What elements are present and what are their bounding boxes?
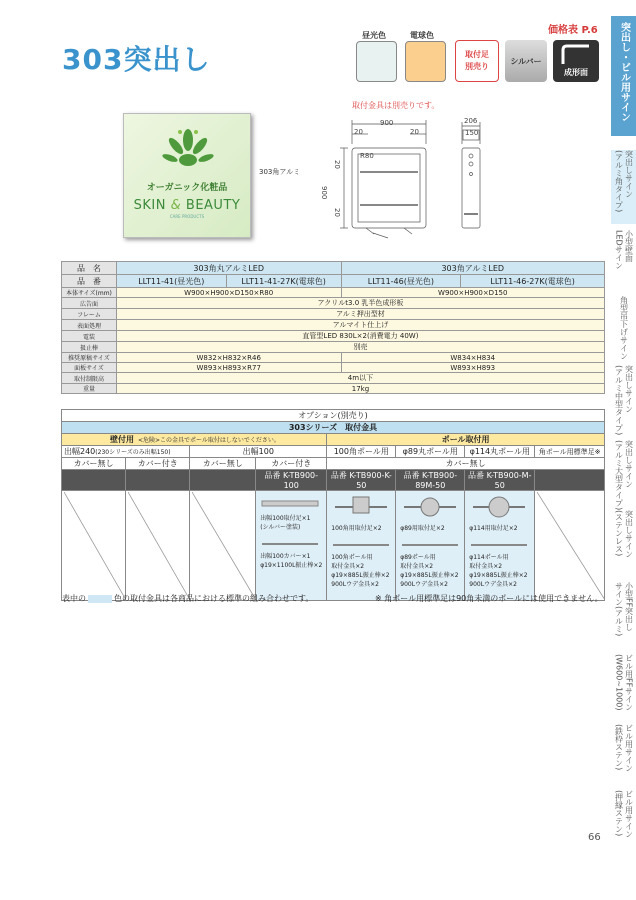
spec-code: LLT11-41-27K(電球色) <box>226 275 341 288</box>
sidebar-tab-label: 突出しサイン (ステンレス) <box>614 510 634 558</box>
square-bracket-icon <box>331 495 391 521</box>
spec-label-name: 品 名 <box>62 262 117 275</box>
part-code: 品番 K-TB900-100 <box>256 470 327 491</box>
dim-side-right: 20 <box>410 128 419 136</box>
sign-jp-text: オーガニック化粧品 <box>146 183 228 193</box>
page-number: 66 <box>588 832 601 843</box>
brace-rod-icon <box>469 540 529 550</box>
option-item-100 <box>256 491 327 601</box>
sidebar-tab-stainless[interactable] <box>611 510 636 576</box>
leaf-logo-icon <box>162 126 214 176</box>
wall-mount-label: 壁付用 <box>110 435 134 444</box>
sign-brand-a: SKIN <box>133 198 166 213</box>
sidebar-tab-small-wall-led[interactable] <box>611 230 636 290</box>
spec-row-label: 取付制限高 <box>62 373 117 384</box>
dim-width-top: 900 <box>380 119 394 127</box>
spec-row-label: 面板サイズ <box>62 363 117 373</box>
price-reference: 価格表 P.6 <box>548 25 598 36</box>
brace-rod-icon <box>400 540 460 550</box>
option-item-square <box>327 491 396 601</box>
spec-value: 直管型LED 830L×2(消費電力 40W) <box>116 331 604 342</box>
option-item-a: φ114用取付足×2 <box>469 525 518 532</box>
width-240-note: (230シリーズのみ出幅150) <box>95 449 171 456</box>
spec-row-label: 重量 <box>62 384 117 394</box>
sidebar-tab-label: 突出しサイン (アルミ大型タイプ) <box>614 440 634 511</box>
mount-sold-separately-badge <box>455 40 499 82</box>
width-100-cell: 出幅100 <box>190 446 327 458</box>
spec-code: LLT11-46-27K(電球色) <box>461 275 605 288</box>
option-item-a: 100角用取付足×2 <box>331 525 382 532</box>
spec-value: W832×H832×R46 <box>116 353 341 363</box>
molded-face-icon <box>561 44 591 66</box>
code-cell-empty <box>62 470 126 491</box>
product-sign-image <box>123 113 251 238</box>
spec-code: LLT11-41(昼光色) <box>116 275 226 288</box>
pole-mount-header: ポール取付用 <box>327 434 605 446</box>
dim-depth-outer: 206 <box>464 117 478 125</box>
dim-side-left: 20 <box>354 128 363 136</box>
cover-label: カバー付き <box>256 458 327 470</box>
molded-badge-text: 成形面 <box>564 68 588 77</box>
na-cross-icon <box>128 492 190 600</box>
spec-value: W834×H834 <box>341 353 605 363</box>
width-240-label: 出幅240 <box>64 447 96 456</box>
pole-cover-label: カバー無し <box>327 458 605 470</box>
sidebar-tab-aluminum-medium[interactable] <box>611 365 636 436</box>
silver-badge-text: シルバー <box>510 56 542 66</box>
na-cross-icon <box>64 492 126 600</box>
na-cross-icon <box>192 492 256 600</box>
na-cell <box>62 491 126 601</box>
brace-rod-icon <box>260 539 320 549</box>
cover-label: カバー付き <box>126 458 190 470</box>
cover-label: カバー無し <box>190 458 256 470</box>
spec-row-label: 電装 <box>62 331 117 342</box>
sidebar-tab-label: ビル用サイン (押縁ステン) <box>614 790 634 838</box>
warm-swatch <box>405 41 446 82</box>
spec-row-label: 表面処理 <box>62 320 117 331</box>
wall-mount-warning: <危険>この金具でポール取付はしないでください。 <box>138 437 280 444</box>
technical-drawing <box>318 114 488 244</box>
spec-value: アクリルt3.0 乳半色成形板 <box>116 298 604 309</box>
sidebar-tab-label: 突出しサイン (アルミ中型タイプ) <box>614 365 634 436</box>
legend-swatch <box>88 595 112 603</box>
spec-value: 別売 <box>116 342 604 353</box>
dim-side-upper: 20 <box>333 160 341 169</box>
code-cell-empty <box>126 470 190 491</box>
spec-value: W900×H900×D150 <box>341 288 605 298</box>
option-item-89 <box>396 491 465 601</box>
options-head: オプション(別売り) <box>62 410 605 422</box>
swatch-label-warm: 電球色 <box>410 31 434 40</box>
round-bracket-icon <box>469 495 529 521</box>
sign-brand-b: BEAUTY <box>185 198 241 213</box>
spec-table <box>61 261 605 394</box>
spec-code: LLT11-46(昼光色) <box>341 275 461 288</box>
sidebar-tab-aluminum-square[interactable] <box>611 150 636 224</box>
daylight-swatch <box>356 41 397 82</box>
sidebar-tab-building-ff[interactable] <box>611 654 636 720</box>
footnote-left <box>62 593 313 604</box>
page-title: 303突出し <box>62 43 211 76</box>
sign-ampersand: & <box>170 198 182 213</box>
brace-rod-icon <box>331 540 391 550</box>
spec-row-label: 広告面 <box>62 298 117 309</box>
mount-note: 取付金具は別売りです。 <box>352 101 440 110</box>
sidebar-tab-square-hanging[interactable] <box>611 296 636 360</box>
dim-side-lower: 20 <box>333 208 341 217</box>
code-cell-empty <box>535 470 605 491</box>
na-cell <box>535 491 605 601</box>
options-table <box>61 409 605 601</box>
pole-type: φ114丸ポール用 <box>465 446 535 458</box>
sidebar-tab-label: ビル用サイン (鉄枠ステン) <box>614 724 634 772</box>
wall-mount-header <box>62 434 327 446</box>
mount-badge-text: 取付足 別売り <box>465 50 489 71</box>
sidebar-tab-label: 突出しサイン (アルミ角タイプ) <box>614 150 634 213</box>
option-item-a: 出幅100取付足×1 (シルバー塗装) <box>260 515 311 531</box>
part-code: 品番 K-TB900-M-50 <box>465 470 535 491</box>
sidebar-section-active[interactable] <box>611 16 636 136</box>
spec-value: アルミ押出型材 <box>116 309 604 320</box>
sidebar-tab-building-iron[interactable] <box>611 724 636 784</box>
dim-height: 900 <box>320 186 328 200</box>
sidebar-tab-small-ff[interactable] <box>611 582 636 648</box>
option-item-b: 出幅100カバー×1 φ19×1100L振止棒×2 <box>260 553 323 569</box>
pole-type: φ89丸ポール用 <box>396 446 465 458</box>
width-240-cell <box>62 446 190 458</box>
spec-value: 4m以下 <box>116 373 604 384</box>
part-code: 品番 K-TB900-K-50 <box>327 470 396 491</box>
silver-badge <box>505 40 547 82</box>
spec-value: 17kg <box>116 384 604 394</box>
round-bracket-icon <box>400 495 460 521</box>
part-code: 品番 K-TB900-89M-50 <box>396 470 465 491</box>
sidebar-tab-label: 角型吊下げサイン <box>619 296 629 360</box>
option-item-b: φ89ポール用 取付金具×2 φ19×885L振止棒×2 900Lウデ金具×2 <box>400 554 459 588</box>
drawing-caption: 303角アルミ <box>259 168 301 176</box>
option-item-a: φ89用取付足×2 <box>400 525 445 532</box>
mount-foot-icon <box>260 497 320 511</box>
option-item-b: 100角ポール用 取付金具×2 φ19×885L振止棒×2 900Lウデ金具×2 <box>331 554 390 588</box>
cover-label: カバー無し <box>62 458 126 470</box>
option-item-b: φ114ポール用 取付金具×2 φ19×885L振止棒×2 900Lウデ金具×2 <box>469 554 528 588</box>
options-series-head: 303シリーズ 取付金具 <box>62 422 605 434</box>
molded-face-badge <box>553 40 599 82</box>
na-cell <box>126 491 190 601</box>
sidebar-active-label: 突出し・ビル用サイン <box>618 22 630 122</box>
dim-depth-inner: 150 <box>465 129 479 137</box>
swatch-label-daylight: 昼光色 <box>362 31 386 40</box>
pole-type: 角ポール用標準足※ <box>535 446 605 458</box>
spec-row-label: 推奨原稿サイズ <box>62 353 117 363</box>
option-item-114 <box>465 491 535 601</box>
spec-value: W893×H893 <box>341 363 605 373</box>
spec-value: W900×H900×D150×R80 <box>116 288 341 298</box>
footnote-right: ※ 角ポール用標準足は90角未満のポールには使用できません。 <box>375 594 603 603</box>
dim-radius: R80 <box>360 152 374 160</box>
sidebar-tab-label: ビル用FFサイン (W600~1000) <box>614 654 634 712</box>
pole-type: 100角ポール用 <box>327 446 396 458</box>
sign-brand <box>124 198 250 213</box>
na-cross-icon <box>537 492 605 600</box>
footnote-left-b: 色の取付金具は各商品における標準の組み合わせです。 <box>114 594 314 603</box>
sidebar-tab-building-press[interactable] <box>611 790 636 852</box>
spec-value: アルマイト仕上げ <box>116 320 604 331</box>
na-cell <box>190 491 256 601</box>
sidebar-tab-aluminum-large[interactable] <box>611 440 636 511</box>
sign-sub-text: CARE PRODUCTS <box>169 214 205 219</box>
spec-label-code: 品 番 <box>62 275 117 288</box>
spec-row-label: フレーム <box>62 309 117 320</box>
spec-row-label: 本体サイズ(mm) <box>62 288 117 298</box>
spec-value: W893×H893×R77 <box>116 363 341 373</box>
sidebar-tab-label: 小型FF突出し サイン(アルミ) <box>614 582 634 637</box>
code-cell-empty <box>190 470 256 491</box>
sidebar-tab-label: 小型壁面 LEDサイン <box>614 230 634 270</box>
spec-name-b: 303角アルミLED <box>341 262 605 275</box>
spec-name-a: 303角丸アルミLED <box>116 262 341 275</box>
spec-row-label: 扱止棒 <box>62 342 117 353</box>
footnote-left-a: 表中の <box>62 594 86 603</box>
